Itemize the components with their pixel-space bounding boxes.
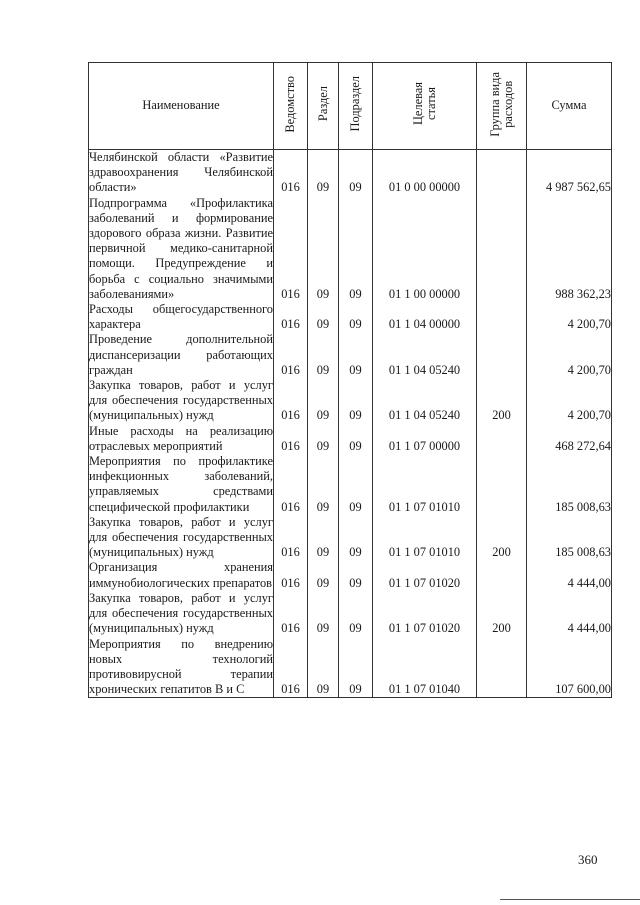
cell-target: 01 1 07 01010 <box>373 454 477 515</box>
cell-sum: 185 008,63 <box>527 454 612 515</box>
cell-group: 200 <box>477 591 527 637</box>
cell-subsection: 09 <box>339 454 373 515</box>
cell-section: 09 <box>308 378 339 424</box>
cell-group <box>477 332 527 378</box>
cell-target: 01 1 07 01020 <box>373 560 477 590</box>
cell-group <box>477 302 527 332</box>
cell-section: 09 <box>308 591 339 637</box>
cell-section: 09 <box>308 150 339 196</box>
cell-target: 01 1 04 05240 <box>373 378 477 424</box>
cell-dept: 016 <box>274 302 308 332</box>
cell-name: Закупка товаров, работ и услуг для обеспечения государственных (муниципальных) нужд <box>89 378 273 423</box>
cell-target: 01 1 07 01020 <box>373 591 477 637</box>
cell-dept: 016 <box>274 454 308 515</box>
header-target: Целевая статья <box>373 63 477 150</box>
cell-name: Подпрограмма «Профилактика заболеваний и формирование здорового образа жизни. Развитие первичной медико-санитарной помощи. Предупреждение и борьба с социально значимыми заболеваниями» <box>89 195 273 301</box>
cell-subsection: 09 <box>339 196 373 302</box>
cell-sum: 468 272,64 <box>527 424 612 454</box>
cell-sum: 185 008,63 <box>527 515 612 561</box>
page-number: 360 <box>578 852 598 867</box>
cell-target: 01 1 04 05240 <box>373 332 477 378</box>
table-row <box>89 637 612 698</box>
table-row <box>89 591 612 637</box>
cell-group <box>477 424 527 454</box>
cell-section: 09 <box>308 332 339 378</box>
cell-sum: 4 444,00 <box>527 591 612 637</box>
table-row <box>89 332 612 378</box>
cell-name: Челябинской области «Развитие здравоохранения Челябинской области» <box>89 150 273 195</box>
cell-dept: 016 <box>274 378 308 424</box>
header-section: Раздел <box>308 63 339 150</box>
cell-subsection: 09 <box>339 378 373 424</box>
cell-sum: 4 200,70 <box>527 332 612 378</box>
table-row <box>89 424 612 454</box>
cell-sum: 4 987 562,65 <box>527 150 612 196</box>
cell-group <box>477 560 527 590</box>
cell-group <box>477 454 527 515</box>
cell-name: Закупка товаров, работ и услуг для обеспечения государственных (муниципальных) нужд <box>89 590 273 636</box>
cell-section: 09 <box>308 454 339 515</box>
header-subsection: Подраздел <box>339 63 373 150</box>
cell-dept: 016 <box>274 196 308 302</box>
cell-subsection: 09 <box>339 332 373 378</box>
table-header-row <box>89 63 612 150</box>
table-row <box>89 150 612 196</box>
cell-group <box>477 637 527 698</box>
cell-target: 01 1 07 00000 <box>373 424 477 454</box>
cell-dept: 016 <box>274 515 308 561</box>
footer-rule <box>500 899 640 900</box>
cell-subsection: 09 <box>339 515 373 561</box>
cell-section: 09 <box>308 515 339 561</box>
table-row <box>89 454 612 515</box>
cell-subsection: 09 <box>339 560 373 590</box>
cell-section: 09 <box>308 196 339 302</box>
cell-subsection: 09 <box>339 302 373 332</box>
table-row <box>89 560 612 590</box>
cell-sum: 4 444,00 <box>527 560 612 590</box>
cell-dept: 016 <box>274 424 308 454</box>
table-row <box>89 302 612 332</box>
cell-target: 01 1 07 01010 <box>373 515 477 561</box>
cell-target: 01 1 00 00000 <box>373 196 477 302</box>
cell-group: 200 <box>477 378 527 424</box>
cell-name: Проведение дополнительной диспансеризации работающих граждан <box>89 332 273 377</box>
cell-target: 01 0 00 00000 <box>373 150 477 196</box>
header-name: Наименование <box>89 63 274 150</box>
cell-subsection: 09 <box>339 591 373 637</box>
cell-name: Иные расходы на реализацию отраслевых мероприятий <box>89 423 273 453</box>
table-row <box>89 515 612 561</box>
cell-name: Организация хранения иммунобиологических препаратов <box>89 560 273 590</box>
cell-sum: 107 600,00 <box>527 637 612 698</box>
cell-dept: 016 <box>274 560 308 590</box>
cell-group <box>477 196 527 302</box>
cell-target: 01 1 07 01040 <box>373 637 477 698</box>
cell-section: 09 <box>308 637 339 698</box>
cell-dept: 016 <box>274 332 308 378</box>
header-group: Группа вида расходов <box>477 63 527 150</box>
header-dept: Ведомство <box>274 63 308 150</box>
cell-name: Мероприятия по профилактике инфекционных заболеваний, управляемых средствами специфической профилактики <box>89 454 273 514</box>
cell-dept: 016 <box>274 637 308 698</box>
cell-section: 09 <box>308 424 339 454</box>
cell-sum: 988 362,23 <box>527 196 612 302</box>
cell-subsection: 09 <box>339 424 373 454</box>
cell-dept: 016 <box>274 591 308 637</box>
cell-subsection: 09 <box>339 150 373 196</box>
cell-name: Расходы общегосударственного характера <box>89 302 273 332</box>
cell-group <box>477 150 527 196</box>
cell-group: 200 <box>477 515 527 561</box>
cell-subsection: 09 <box>339 637 373 698</box>
header-sum: Сумма <box>527 63 612 150</box>
table-row <box>89 378 612 424</box>
cell-name: Мероприятия по внедрению новых технологий противовирусной терапии хронических гепатитов В и С <box>89 636 273 697</box>
cell-target: 01 1 04 00000 <box>373 302 477 332</box>
budget-table <box>88 62 612 698</box>
table-row <box>89 196 612 302</box>
cell-section: 09 <box>308 560 339 590</box>
cell-dept: 016 <box>274 150 308 196</box>
cell-sum: 4 200,70 <box>527 378 612 424</box>
cell-section: 09 <box>308 302 339 332</box>
table-body <box>89 150 612 698</box>
cell-sum: 4 200,70 <box>527 302 612 332</box>
cell-name: Закупка товаров, работ и услуг для обеспечения государственных (муниципальных) нужд <box>89 514 273 560</box>
